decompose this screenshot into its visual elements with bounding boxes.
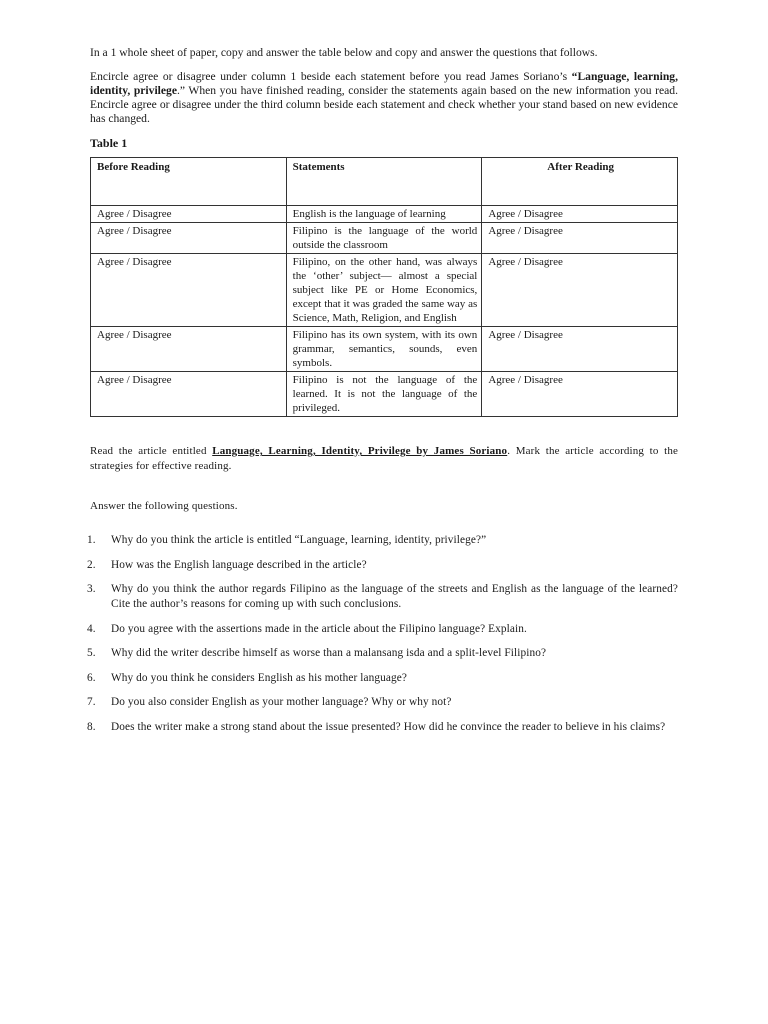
statement-cell: Filipino has its own system, with its own grammar, semantics, sounds, even symbols. <box>286 327 482 372</box>
instruction-bold-title: “Language, learning, identity, privilege <box>90 70 678 97</box>
table-header-row <box>91 158 678 206</box>
reading-instruction <box>90 444 678 474</box>
question-text: Do you agree with the assertions made in the article about the Filipino language? Explain. <box>111 622 527 635</box>
question-item <box>87 558 678 573</box>
before-cell: Agree / Disagree <box>91 254 287 327</box>
question-item <box>87 622 678 637</box>
question-item <box>87 533 678 548</box>
reading-prefix: Read the article entitled <box>90 445 213 457</box>
answer-heading: Answer the following questions. <box>90 500 238 512</box>
instruction-part2: .” When you have finished reading, consider the statements again based on the new information you read. Encircle agree or disagree under the third column beside each statement and check whether your stand based on new evidence has changed. <box>90 84 678 125</box>
anticipation-table <box>90 157 678 417</box>
header-statements: Statements <box>286 158 482 206</box>
table-row <box>91 223 678 254</box>
question-number: 2. <box>87 558 96 571</box>
question-number: 7. <box>87 696 96 708</box>
question-item <box>87 582 678 612</box>
after-cell: Agree / Disagree <box>482 372 678 417</box>
instruction-paragraph <box>90 70 678 126</box>
statement-cell: Filipino, on the other hand, was always the ‘other’ subject— almost a special subject like PE or Home Economics, except that it was graded the same way as Science, Math, Religion, and English <box>286 254 482 327</box>
question-text: How was the English language described in the article? <box>111 558 367 571</box>
question-text: Do you also consider English as your mother language? Why or why not? <box>111 696 452 708</box>
question-number: 5. <box>87 647 96 659</box>
question-number: 4. <box>87 622 96 635</box>
header-after-reading: After Reading <box>482 158 678 206</box>
before-cell: Agree / Disagree <box>91 372 287 417</box>
table-title: Table 1 <box>90 136 128 150</box>
after-cell: Agree / Disagree <box>482 254 678 327</box>
question-item <box>87 646 678 661</box>
question-text: Why do you think he considers English as his mother language? <box>111 671 407 684</box>
before-cell: Agree / Disagree <box>91 206 287 223</box>
question-item <box>87 720 678 735</box>
question-text: Does the writer make a strong stand about the issue presented? How did he convince the reader to believe in his claims? <box>111 720 666 733</box>
statement-cell: Filipino is not the language of the learned. It is not the language of the privileged. <box>286 372 482 417</box>
instruction-part1: Encircle agree or disagree under column 1 beside each statement before you read James Soriano’s <box>90 70 572 83</box>
before-cell: Agree / Disagree <box>91 223 287 254</box>
statement-cell: Filipino is the language of the world outside the classroom <box>286 223 482 254</box>
question-list <box>87 533 678 735</box>
statement-cell: English is the language of learning <box>286 206 482 223</box>
question-item <box>87 695 678 710</box>
question-number: 8. <box>87 720 96 733</box>
intro-text: In a 1 whole sheet of paper, copy and answer the table below and copy and answer the questions that follows. <box>90 46 598 59</box>
table-row <box>91 327 678 372</box>
after-cell: Agree / Disagree <box>482 327 678 372</box>
table-row <box>91 254 678 327</box>
article-title-link: Language, Learning, Identity, Privilege by James Soriano <box>212 445 508 457</box>
question-number: 3. <box>87 583 96 595</box>
worksheet-page <box>87 46 679 744</box>
question-text: Why do you think the article is entitled “Language, learning, identity, privilege?” <box>111 534 487 546</box>
after-cell: Agree / Disagree <box>482 223 678 254</box>
question-item <box>87 671 678 686</box>
question-number: 6. <box>87 671 96 684</box>
after-cell: Agree / Disagree <box>482 206 678 223</box>
table-row <box>91 372 678 417</box>
question-text: Why do you think the author regards Filipino as the language of the streets and English as the language of the learned? Cite the author’s reasons for coming up with such conclusions. <box>111 583 678 610</box>
reading-suffix: . Mark the article according to the strategies for effective reading. <box>90 445 679 472</box>
before-cell: Agree / Disagree <box>91 327 287 372</box>
table-row <box>91 206 678 223</box>
header-before-reading: Before Reading <box>91 158 287 206</box>
question-number: 1. <box>87 534 96 546</box>
question-text: Why did the writer describe himself as worse than a malansang isda and a split-level Filipino? <box>111 647 547 659</box>
